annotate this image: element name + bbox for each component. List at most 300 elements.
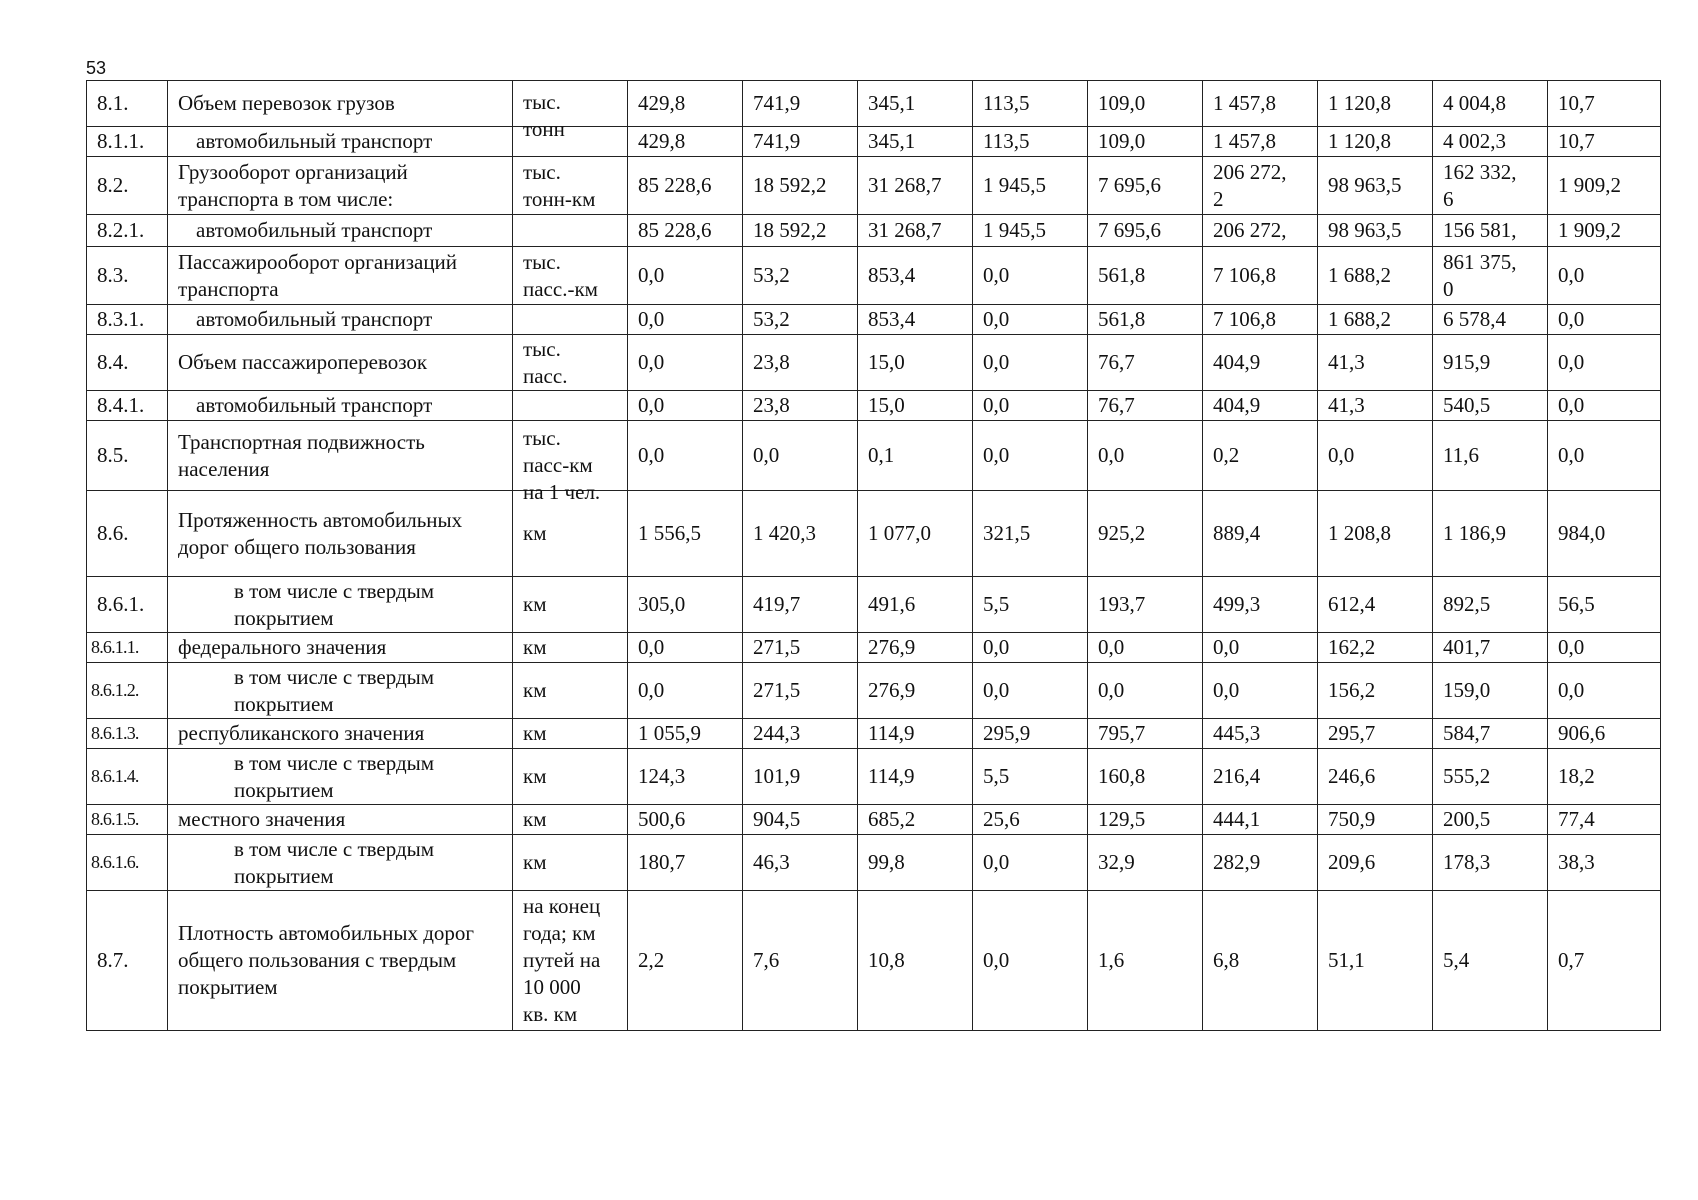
value-text: 0,0 bbox=[1558, 263, 1585, 287]
value-text: 0,0 bbox=[1558, 635, 1585, 659]
value-cell bbox=[1088, 127, 1203, 157]
value-cell bbox=[743, 577, 858, 633]
value-cell bbox=[628, 157, 743, 215]
value-text: 38,3 bbox=[1558, 850, 1595, 874]
value-cell bbox=[973, 577, 1088, 633]
row-indicator-name: федерального значения bbox=[168, 633, 513, 663]
row-unit-text: км bbox=[523, 721, 547, 745]
value-text: 1 688,2 bbox=[1328, 307, 1391, 331]
value-cell bbox=[1548, 391, 1661, 421]
value-text: 500,6 bbox=[638, 807, 686, 831]
row-code: 8.3. bbox=[87, 247, 168, 305]
value-text: 41,3 bbox=[1328, 350, 1365, 374]
value-text: 1 909,2 bbox=[1558, 173, 1621, 197]
value-cell bbox=[858, 835, 973, 891]
value-cell bbox=[1433, 663, 1548, 719]
value-cell bbox=[1203, 391, 1318, 421]
value-cell bbox=[1433, 391, 1548, 421]
value-cell bbox=[743, 491, 858, 577]
value-text: 612,4 bbox=[1328, 592, 1376, 616]
value-cell bbox=[1088, 891, 1203, 1031]
value-text: 113,5 bbox=[983, 129, 1030, 153]
value-text: 345,1 bbox=[868, 129, 916, 153]
value-cell bbox=[1203, 421, 1318, 491]
value-text: 7 106,8 bbox=[1213, 263, 1276, 287]
value-cell bbox=[1318, 421, 1433, 491]
value-text: 271,5 bbox=[753, 635, 801, 659]
row-indicator-name: Протяженность автомобильных дорог общего пользования bbox=[168, 491, 513, 577]
row-indicator-name: в том числе с твердым покрытием bbox=[168, 835, 513, 891]
value-cell bbox=[1088, 391, 1203, 421]
value-cell bbox=[1318, 491, 1433, 577]
value-text: 0,0 bbox=[983, 635, 1010, 659]
value-text: 0,0 bbox=[983, 350, 1010, 374]
value-text: 23,8 bbox=[753, 393, 790, 417]
row-code: 8.6.1.2. bbox=[87, 663, 168, 719]
value-cell bbox=[858, 805, 973, 835]
value-text: 0,1 bbox=[868, 443, 895, 467]
value-text: 445,3 bbox=[1213, 721, 1261, 745]
value-text: 159,0 bbox=[1443, 678, 1491, 702]
value-text: 32,9 bbox=[1098, 850, 1135, 874]
value-cell bbox=[1548, 891, 1661, 1031]
value-cell bbox=[628, 247, 743, 305]
value-cell bbox=[973, 247, 1088, 305]
table-row bbox=[87, 127, 1661, 157]
value-text: 7 695,6 bbox=[1098, 173, 1161, 197]
row-unit bbox=[513, 749, 628, 805]
value-text: 11,6 bbox=[1443, 443, 1479, 467]
value-cell bbox=[1318, 335, 1433, 391]
value-cell bbox=[1203, 81, 1318, 127]
value-text: 892,5 bbox=[1443, 592, 1491, 616]
row-unit bbox=[513, 835, 628, 891]
row-code: 8.6.1.4. bbox=[87, 749, 168, 805]
value-text: 750,9 bbox=[1328, 807, 1376, 831]
value-text: 6 578,4 bbox=[1443, 307, 1506, 331]
value-text: 1 186,9 bbox=[1443, 521, 1506, 545]
value-text: 404,9 bbox=[1213, 393, 1261, 417]
value-text: 216,4 bbox=[1213, 764, 1261, 788]
value-cell bbox=[1548, 335, 1661, 391]
value-text: 41,3 bbox=[1328, 393, 1365, 417]
row-unit bbox=[513, 215, 628, 247]
value-text: 0,0 bbox=[638, 307, 665, 331]
value-text: 795,7 bbox=[1098, 721, 1146, 745]
value-cell bbox=[1203, 157, 1318, 215]
value-cell bbox=[1318, 749, 1433, 805]
value-cell bbox=[628, 891, 743, 1031]
value-cell bbox=[858, 215, 973, 247]
value-cell bbox=[628, 577, 743, 633]
value-text: 206 272, 2 bbox=[1213, 159, 1287, 211]
row-code: 8.5. bbox=[87, 421, 168, 491]
value-cell bbox=[1318, 633, 1433, 663]
value-text: 85 228,6 bbox=[638, 173, 712, 197]
value-cell bbox=[1088, 805, 1203, 835]
row-code: 8.6.1.3. bbox=[87, 719, 168, 749]
value-text: 561,8 bbox=[1098, 263, 1146, 287]
value-text: 53,2 bbox=[753, 263, 790, 287]
table-row bbox=[87, 215, 1661, 247]
value-cell bbox=[1203, 633, 1318, 663]
value-cell bbox=[973, 663, 1088, 719]
value-text: 0,0 bbox=[1098, 635, 1125, 659]
value-cell bbox=[628, 835, 743, 891]
value-cell bbox=[1548, 421, 1661, 491]
value-text: 31 268,7 bbox=[868, 218, 942, 242]
value-text: 741,9 bbox=[753, 91, 801, 115]
value-text: 206 272, bbox=[1213, 218, 1287, 242]
value-cell bbox=[743, 305, 858, 335]
value-text: 53,2 bbox=[753, 307, 790, 331]
value-cell bbox=[1433, 749, 1548, 805]
value-text: 18,2 bbox=[1558, 764, 1595, 788]
value-text: 906,6 bbox=[1558, 721, 1606, 745]
value-text: 4 002,3 bbox=[1443, 129, 1506, 153]
value-cell bbox=[1203, 215, 1318, 247]
value-text: 0,0 bbox=[1558, 678, 1585, 702]
value-text: 1 945,5 bbox=[983, 173, 1046, 197]
value-text: 5,5 bbox=[983, 592, 1010, 616]
value-cell bbox=[1203, 719, 1318, 749]
value-cell bbox=[1433, 81, 1548, 127]
row-indicator-name: автомобильный транспорт bbox=[168, 215, 513, 247]
row-indicator-name: Объем перевозок грузов bbox=[168, 81, 513, 127]
value-cell bbox=[1318, 835, 1433, 891]
value-text: 685,2 bbox=[868, 807, 916, 831]
value-cell bbox=[628, 421, 743, 491]
row-unit bbox=[513, 391, 628, 421]
value-cell bbox=[1203, 805, 1318, 835]
value-text: 77,4 bbox=[1558, 807, 1595, 831]
value-text: 0,0 bbox=[1558, 307, 1585, 331]
row-unit-text: км bbox=[523, 850, 547, 874]
value-text: 321,5 bbox=[983, 521, 1031, 545]
value-cell bbox=[973, 157, 1088, 215]
row-indicator-name: автомобильный транспорт bbox=[168, 391, 513, 421]
value-cell bbox=[743, 805, 858, 835]
value-cell bbox=[1548, 491, 1661, 577]
value-cell bbox=[628, 633, 743, 663]
row-indicator-name: Объем пассажироперевозок bbox=[168, 335, 513, 391]
value-cell bbox=[1088, 305, 1203, 335]
value-text: 1 077,0 bbox=[868, 521, 931, 545]
value-text: 200,5 bbox=[1443, 807, 1491, 831]
value-text: 109,0 bbox=[1098, 91, 1146, 115]
value-cell bbox=[973, 835, 1088, 891]
value-cell bbox=[1088, 491, 1203, 577]
value-cell bbox=[973, 215, 1088, 247]
value-cell bbox=[1203, 835, 1318, 891]
page-number: 53 bbox=[86, 58, 107, 78]
value-text: 7 695,6 bbox=[1098, 218, 1161, 242]
value-cell bbox=[1088, 247, 1203, 305]
value-text: 7,6 bbox=[753, 948, 780, 972]
value-cell bbox=[858, 749, 973, 805]
value-cell bbox=[1433, 157, 1548, 215]
value-text: 0,7 bbox=[1558, 948, 1585, 972]
value-cell bbox=[858, 663, 973, 719]
value-cell bbox=[1318, 805, 1433, 835]
value-cell bbox=[628, 663, 743, 719]
value-cell bbox=[973, 421, 1088, 491]
value-cell bbox=[973, 81, 1088, 127]
value-text: 491,6 bbox=[868, 592, 916, 616]
value-text: 15,0 bbox=[868, 393, 905, 417]
value-cell bbox=[628, 81, 743, 127]
value-text: 0,0 bbox=[1213, 635, 1240, 659]
value-cell bbox=[973, 633, 1088, 663]
value-text: 555,2 bbox=[1443, 764, 1491, 788]
table-row bbox=[87, 805, 1661, 835]
value-cell bbox=[1548, 835, 1661, 891]
value-cell bbox=[1203, 247, 1318, 305]
value-cell bbox=[1548, 633, 1661, 663]
value-cell bbox=[628, 335, 743, 391]
value-cell bbox=[628, 805, 743, 835]
value-cell bbox=[1548, 663, 1661, 719]
row-unit-text: тыс. тонн bbox=[523, 89, 565, 141]
value-cell bbox=[743, 835, 858, 891]
value-cell bbox=[858, 157, 973, 215]
row-unit bbox=[513, 719, 628, 749]
row-code: 8.1. bbox=[87, 81, 168, 127]
value-cell bbox=[1318, 719, 1433, 749]
table-row bbox=[87, 81, 1661, 127]
table-row bbox=[87, 305, 1661, 335]
value-text: 5,4 bbox=[1443, 948, 1470, 972]
statistics-table bbox=[86, 80, 1661, 1031]
value-cell bbox=[743, 633, 858, 663]
value-text: 0,0 bbox=[753, 443, 780, 467]
value-text: 98 963,5 bbox=[1328, 173, 1402, 197]
value-text: 0,0 bbox=[638, 350, 665, 374]
value-cell bbox=[1088, 215, 1203, 247]
row-unit-text: тыс. пасс. bbox=[523, 336, 568, 388]
row-unit bbox=[513, 633, 628, 663]
value-text: 6,8 bbox=[1213, 948, 1240, 972]
value-text: 5,5 bbox=[983, 764, 1010, 788]
row-indicator-name: автомобильный транспорт bbox=[168, 127, 513, 157]
value-cell bbox=[743, 391, 858, 421]
row-unit-text: км bbox=[523, 678, 547, 702]
table-row bbox=[87, 491, 1661, 577]
table-row bbox=[87, 719, 1661, 749]
value-cell bbox=[973, 335, 1088, 391]
value-cell bbox=[1088, 633, 1203, 663]
row-code: 8.1.1. bbox=[87, 127, 168, 157]
value-cell bbox=[973, 749, 1088, 805]
table-row bbox=[87, 247, 1661, 305]
value-text: 889,4 bbox=[1213, 521, 1261, 545]
value-text: 0,0 bbox=[1098, 678, 1125, 702]
value-text: 162,2 bbox=[1328, 635, 1376, 659]
value-cell bbox=[1318, 247, 1433, 305]
value-text: 853,4 bbox=[868, 263, 916, 287]
value-text: 129,5 bbox=[1098, 807, 1146, 831]
value-text: 0,0 bbox=[638, 443, 665, 467]
value-cell bbox=[1203, 749, 1318, 805]
value-text: 904,5 bbox=[753, 807, 801, 831]
value-text: 1 420,3 bbox=[753, 521, 816, 545]
value-text: 925,2 bbox=[1098, 521, 1146, 545]
value-cell bbox=[858, 81, 973, 127]
value-text: 109,0 bbox=[1098, 129, 1146, 153]
value-cell bbox=[743, 335, 858, 391]
value-cell bbox=[1433, 127, 1548, 157]
row-code: 8.2. bbox=[87, 157, 168, 215]
value-text: 51,1 bbox=[1328, 948, 1365, 972]
table-row bbox=[87, 835, 1661, 891]
row-indicator-name: в том числе с твердым покрытием bbox=[168, 577, 513, 633]
value-cell bbox=[743, 81, 858, 127]
row-code: 8.6.1.5. bbox=[87, 805, 168, 835]
value-text: 540,5 bbox=[1443, 393, 1491, 417]
table-row bbox=[87, 391, 1661, 421]
value-text: 46,3 bbox=[753, 850, 790, 874]
value-text: 429,8 bbox=[638, 129, 686, 153]
value-cell bbox=[1433, 891, 1548, 1031]
value-cell bbox=[973, 719, 1088, 749]
value-text: 0,0 bbox=[983, 307, 1010, 331]
value-cell bbox=[628, 391, 743, 421]
value-text: 18 592,2 bbox=[753, 173, 827, 197]
value-cell bbox=[858, 633, 973, 663]
value-cell bbox=[973, 127, 1088, 157]
value-text: 1,6 bbox=[1098, 948, 1125, 972]
table-row bbox=[87, 891, 1661, 1031]
value-text: 114,9 bbox=[868, 721, 915, 745]
value-cell bbox=[628, 305, 743, 335]
value-text: 282,9 bbox=[1213, 850, 1261, 874]
value-text: 305,0 bbox=[638, 592, 686, 616]
value-cell bbox=[1318, 305, 1433, 335]
value-text: 1 945,5 bbox=[983, 218, 1046, 242]
row-code: 8.7. bbox=[87, 891, 168, 1031]
value-text: 18 592,2 bbox=[753, 218, 827, 242]
value-text: 1 120,8 bbox=[1328, 91, 1391, 115]
value-cell bbox=[1203, 891, 1318, 1031]
value-cell bbox=[973, 805, 1088, 835]
table-row bbox=[87, 421, 1661, 491]
value-text: 113,5 bbox=[983, 91, 1030, 115]
value-text: 1 457,8 bbox=[1213, 129, 1276, 153]
value-text: 1 457,8 bbox=[1213, 91, 1276, 115]
value-text: 76,7 bbox=[1098, 393, 1135, 417]
value-cell bbox=[1548, 81, 1661, 127]
value-cell bbox=[1433, 805, 1548, 835]
row-unit-text: тыс. пасс-км на 1 чел. bbox=[523, 425, 601, 504]
value-text: 56,5 bbox=[1558, 592, 1595, 616]
table-row bbox=[87, 157, 1661, 215]
value-text: 1 556,5 bbox=[638, 521, 701, 545]
value-text: 561,8 bbox=[1098, 307, 1146, 331]
value-text: 0,0 bbox=[983, 948, 1010, 972]
value-text: 85 228,6 bbox=[638, 218, 712, 242]
value-text: 0,0 bbox=[1558, 350, 1585, 374]
value-cell bbox=[1548, 247, 1661, 305]
value-text: 15,0 bbox=[868, 350, 905, 374]
value-text: 853,4 bbox=[868, 307, 916, 331]
value-text: 0,0 bbox=[983, 850, 1010, 874]
value-text: 162 332, 6 bbox=[1443, 159, 1517, 211]
value-cell bbox=[1318, 215, 1433, 247]
value-cell bbox=[743, 749, 858, 805]
value-text: 1 688,2 bbox=[1328, 263, 1391, 287]
value-cell bbox=[1433, 491, 1548, 577]
value-cell bbox=[858, 127, 973, 157]
value-text: 0,0 bbox=[638, 263, 665, 287]
value-text: 4 004,8 bbox=[1443, 91, 1506, 115]
value-cell bbox=[1433, 421, 1548, 491]
value-cell bbox=[1548, 215, 1661, 247]
value-text: 23,8 bbox=[753, 350, 790, 374]
value-text: 10,7 bbox=[1558, 91, 1595, 115]
value-text: 419,7 bbox=[753, 592, 801, 616]
value-text: 444,1 bbox=[1213, 807, 1261, 831]
value-text: 156 581, bbox=[1443, 218, 1517, 242]
value-text: 156,2 bbox=[1328, 678, 1376, 702]
value-cell bbox=[1548, 127, 1661, 157]
value-text: 7 106,8 bbox=[1213, 307, 1276, 331]
row-indicator-name: республиканского значения bbox=[168, 719, 513, 749]
value-cell bbox=[1088, 835, 1203, 891]
value-text: 246,6 bbox=[1328, 764, 1376, 788]
value-text: 180,7 bbox=[638, 850, 686, 874]
value-cell bbox=[858, 391, 973, 421]
table-row bbox=[87, 749, 1661, 805]
value-text: 193,7 bbox=[1098, 592, 1146, 616]
value-cell bbox=[1088, 749, 1203, 805]
value-text: 295,7 bbox=[1328, 721, 1376, 745]
row-indicator-name: в том числе с твердым покрытием bbox=[168, 749, 513, 805]
value-cell bbox=[1548, 749, 1661, 805]
value-cell bbox=[1548, 157, 1661, 215]
value-cell bbox=[1088, 577, 1203, 633]
row-indicator-name: Транспортная подвижность населения bbox=[168, 421, 513, 491]
row-code: 8.3.1. bbox=[87, 305, 168, 335]
value-cell bbox=[858, 335, 973, 391]
value-cell bbox=[1203, 663, 1318, 719]
value-text: 0,0 bbox=[1213, 678, 1240, 702]
row-unit-text: на конец года; км путей на 10 000 кв. км bbox=[523, 894, 601, 1026]
value-cell bbox=[858, 247, 973, 305]
row-unit-text: км bbox=[523, 521, 547, 545]
value-text: 98 963,5 bbox=[1328, 218, 1402, 242]
value-cell bbox=[1203, 127, 1318, 157]
value-text: 1 909,2 bbox=[1558, 218, 1621, 242]
value-text: 209,6 bbox=[1328, 850, 1376, 874]
value-cell bbox=[1318, 391, 1433, 421]
value-cell bbox=[1203, 335, 1318, 391]
value-cell bbox=[1088, 335, 1203, 391]
row-unit bbox=[513, 335, 628, 391]
row-code: 8.6. bbox=[87, 491, 168, 577]
row-code: 8.6.1. bbox=[87, 577, 168, 633]
value-text: 10,8 bbox=[868, 948, 905, 972]
row-unit-text: тыс. тонн-км bbox=[523, 159, 596, 211]
value-cell bbox=[1203, 577, 1318, 633]
value-cell bbox=[743, 719, 858, 749]
value-text: 124,3 bbox=[638, 764, 686, 788]
value-cell bbox=[1433, 577, 1548, 633]
value-cell bbox=[858, 577, 973, 633]
value-cell bbox=[1203, 305, 1318, 335]
value-cell bbox=[858, 719, 973, 749]
row-indicator-name: Пассажирооборот организаций транспорта bbox=[168, 247, 513, 305]
value-cell bbox=[628, 719, 743, 749]
